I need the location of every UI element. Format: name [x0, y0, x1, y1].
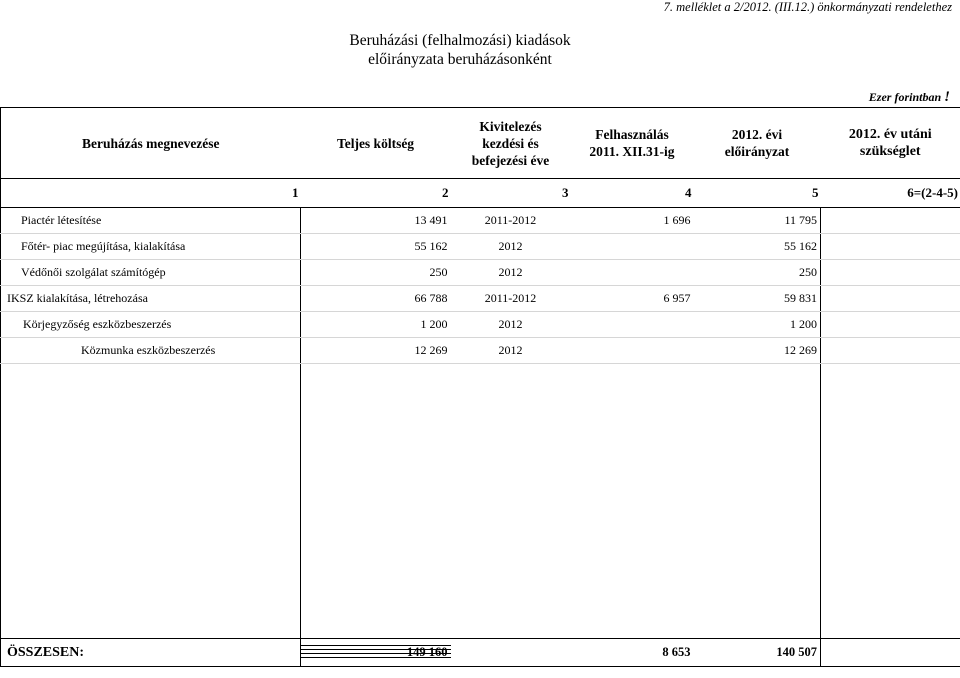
- col-header-plan: [694, 108, 821, 179]
- table-row: [1, 286, 960, 312]
- col-number: 6=(2-4-5): [821, 179, 960, 208]
- total-plan: 140 507: [694, 639, 821, 667]
- title-line-1: Beruházási (felhalmozási) kiadások: [349, 32, 571, 49]
- used-cell: 1 696: [571, 208, 694, 234]
- need-cell: [821, 234, 960, 260]
- total-cost-cell: 66 788: [301, 286, 451, 312]
- col-number: 1: [1, 179, 301, 208]
- table-row: [1, 338, 960, 364]
- header-line: Teljes költség: [336, 135, 415, 151]
- plan-cell: 1 200: [694, 312, 821, 338]
- col-header-years: [451, 108, 571, 179]
- header-line: kezdési és: [482, 135, 539, 151]
- years-cell: 2012: [451, 338, 571, 364]
- need-cell: [821, 312, 960, 338]
- years-cell: 2012: [451, 312, 571, 338]
- plan-cell: 59 831: [694, 286, 821, 312]
- total-need: [821, 639, 960, 667]
- years-cell: 2012: [451, 234, 571, 260]
- investment-table: [0, 107, 960, 667]
- col-number: 3: [451, 179, 571, 208]
- total-years: [451, 639, 571, 667]
- total-cost-cell: 55 162: [301, 234, 451, 260]
- years-cell: 2011-2012: [451, 286, 571, 312]
- need-cell: [821, 208, 960, 234]
- plan-cell: 12 269: [694, 338, 821, 364]
- plan-cell: 250: [694, 260, 821, 286]
- plan-cell: 55 162: [694, 234, 821, 260]
- column-number-row: [1, 179, 960, 208]
- col-header-need: [821, 108, 960, 179]
- total-used: 8 653: [571, 639, 694, 667]
- col-header-total-cost: [301, 108, 451, 179]
- total-label: ÖSSZESEN:: [1, 639, 301, 667]
- used-cell: [571, 234, 694, 260]
- need-cell: [821, 338, 960, 364]
- total-cost-cell: 1 200: [301, 312, 451, 338]
- col-number: 2: [301, 179, 451, 208]
- need-cell: [821, 260, 960, 286]
- total-cost-cell: 250: [301, 260, 451, 286]
- header-line: 2011. XII.31-ig: [589, 144, 675, 159]
- used-cell: 6 957: [571, 286, 694, 312]
- investment-name: Körjegyzőség eszközbeszerzés: [1, 312, 301, 338]
- col-header-used: [571, 108, 694, 179]
- col-number: 4: [571, 179, 694, 208]
- investment-name: IKSZ kialakítása, létrehozása: [1, 286, 301, 312]
- investment-name: Főtér- piac megújítása, kialakítása: [1, 234, 301, 260]
- header-line: Kivitelezés: [479, 118, 542, 134]
- investment-name: Piactér létesítése: [1, 208, 301, 234]
- table-row: [1, 260, 960, 286]
- plan-cell: 11 795: [694, 208, 821, 234]
- col-header-name: [1, 108, 301, 179]
- title-line-2: előirányzata beruházásonként: [368, 51, 552, 68]
- page-title: [340, 31, 580, 69]
- used-cell: [571, 338, 694, 364]
- annex-note: 7. melléklet a 2/2012. (III.12.) önkormányzati rendelethez: [663, 0, 952, 14]
- used-cell: [571, 312, 694, 338]
- years-cell: 2011-2012: [451, 208, 571, 234]
- header-line: szükséglet: [859, 144, 921, 159]
- data-rows: [1, 208, 960, 364]
- table-row: [1, 312, 960, 338]
- header-line: 2012. évi: [731, 127, 783, 142]
- header-line: befejezési éve: [471, 152, 550, 168]
- header-line: 2012. év utáni: [848, 127, 932, 142]
- header-line: előirányzat: [724, 144, 790, 159]
- unit-mark: !: [944, 89, 950, 105]
- total-cost-cell: 13 491: [301, 208, 451, 234]
- used-cell: [571, 260, 694, 286]
- total-cost-cell: 12 269: [301, 338, 451, 364]
- total-cost: 149 160: [301, 639, 451, 667]
- investment-name: Közmunka eszközbeszerzés: [1, 338, 301, 364]
- table-row: [1, 234, 960, 260]
- header-row: [1, 108, 960, 179]
- years-cell: 2012: [451, 260, 571, 286]
- unit-text: Ezer forintban: [868, 90, 942, 104]
- col-number: 5: [694, 179, 821, 208]
- empty-area: [1, 364, 960, 639]
- header-line: Beruházás megnevezése: [81, 135, 220, 151]
- total-row: [1, 639, 960, 667]
- investment-name: Védőnői szolgálat számítógép: [1, 260, 301, 286]
- need-cell: [821, 286, 960, 312]
- table-row: [1, 208, 960, 234]
- unit-label: [869, 89, 950, 106]
- header-line: Felhasználás: [595, 127, 669, 142]
